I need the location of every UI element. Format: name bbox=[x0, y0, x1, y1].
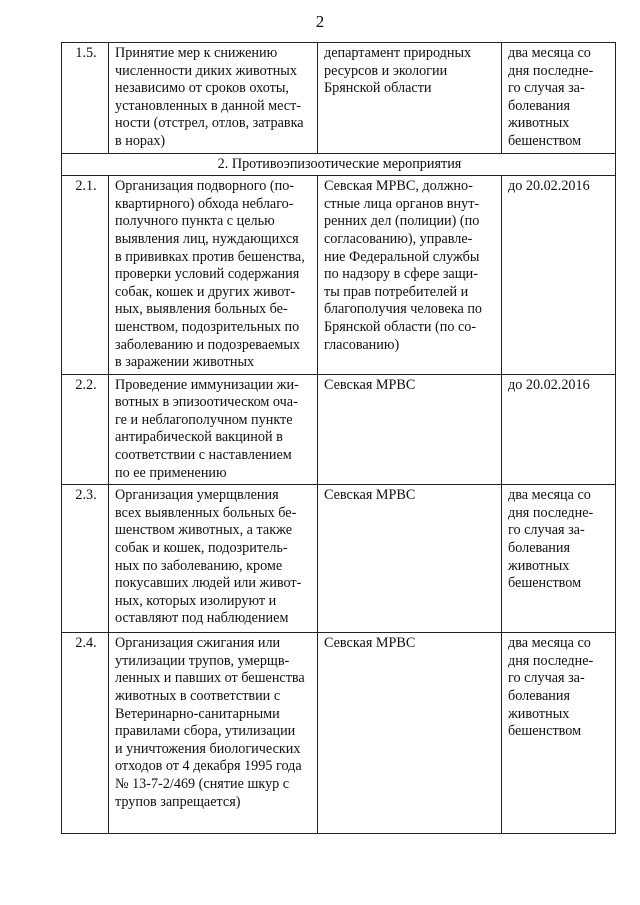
deadline: до 20.02.2016 bbox=[502, 374, 616, 485]
section-title: 2. Противоэпизоотические мероприятия bbox=[62, 153, 616, 176]
deadline: до 20.02.2016 bbox=[502, 176, 616, 375]
deadline: два месяца со дня последне- го случая за- болевания животных бешенством bbox=[502, 633, 616, 834]
deadline: два месяца со дня последне- го случая за- болевания животных бешенством bbox=[502, 43, 616, 154]
row-number: 1.5. bbox=[62, 43, 109, 154]
table-row bbox=[62, 374, 616, 485]
measure-description: Проведение иммунизации жи- вотных в эпизоотическом оча- ге и неблагополучном пункте антирабической вакциной в соответствии с наставлением по ее применению bbox=[109, 374, 318, 485]
measure-description: Организация умерщвления всех выявленных больных бе- шенством животных, а также собак и кошек, подозритель- ных по заболеванию, кроме покусавших людей или живот- ных, которых изолируют и оставляют под наблюдением bbox=[109, 485, 318, 633]
measure-description: Организация подворного (по- квартирного) обхода неблаго- получного пункта с целью выявления лиц, нуждающихся в прививках против бешенства, проверки условий содержания собак, кошек и других живот- ных, выявления больных бе- шенством, подозрительных по заболеванию и подозреваемых в заражении животных bbox=[109, 176, 318, 375]
table-row bbox=[62, 43, 616, 154]
responsible-party: Севская МРВС bbox=[318, 633, 502, 834]
page-number: 2 bbox=[315, 12, 325, 31]
responsible-party: Севская МРВС bbox=[318, 485, 502, 633]
responsible-party: департамент природных ресурсов и экологии Брянской области bbox=[318, 43, 502, 154]
row-number: 2.2. bbox=[62, 374, 109, 485]
row-number: 2.4. bbox=[62, 633, 109, 834]
table-row bbox=[62, 176, 616, 375]
row-number: 2.1. bbox=[62, 176, 109, 375]
measure-description: Принятие мер к снижению численности диких животных независимо от сроков охоты, установленных в данной мест- ности (отстрел, отлов, затравка в норах) bbox=[109, 43, 318, 154]
table-row bbox=[62, 485, 616, 633]
responsible-party: Севская МРВС, должно- стные лица органов внут- ренних дел (полиции) (по согласованию), управле- ние Федеральной службы по надзору в сфере защи- ты прав потребителей и благополучия человека по Брянской области (по со- гласованию) bbox=[318, 176, 502, 375]
table-row bbox=[62, 633, 616, 834]
measures-table bbox=[61, 42, 616, 834]
responsible-party: Севская МРВС bbox=[318, 374, 502, 485]
deadline: два месяца со дня последне- го случая за- болевания животных бешенством bbox=[502, 485, 616, 633]
section-header-row bbox=[62, 153, 616, 176]
measure-description: Организация сжигания или утилизации трупов, умерщв- ленных и павших от бешенства животных в соответствии с Ветеринарно-санитарными правилами сбора, утилизации и уничтожения биологических отходов от 4 декабря 1995 года № 13-7-2/469 (снятие шкур с трупов запрещается) bbox=[109, 633, 318, 834]
row-number: 2.3. bbox=[62, 485, 109, 633]
